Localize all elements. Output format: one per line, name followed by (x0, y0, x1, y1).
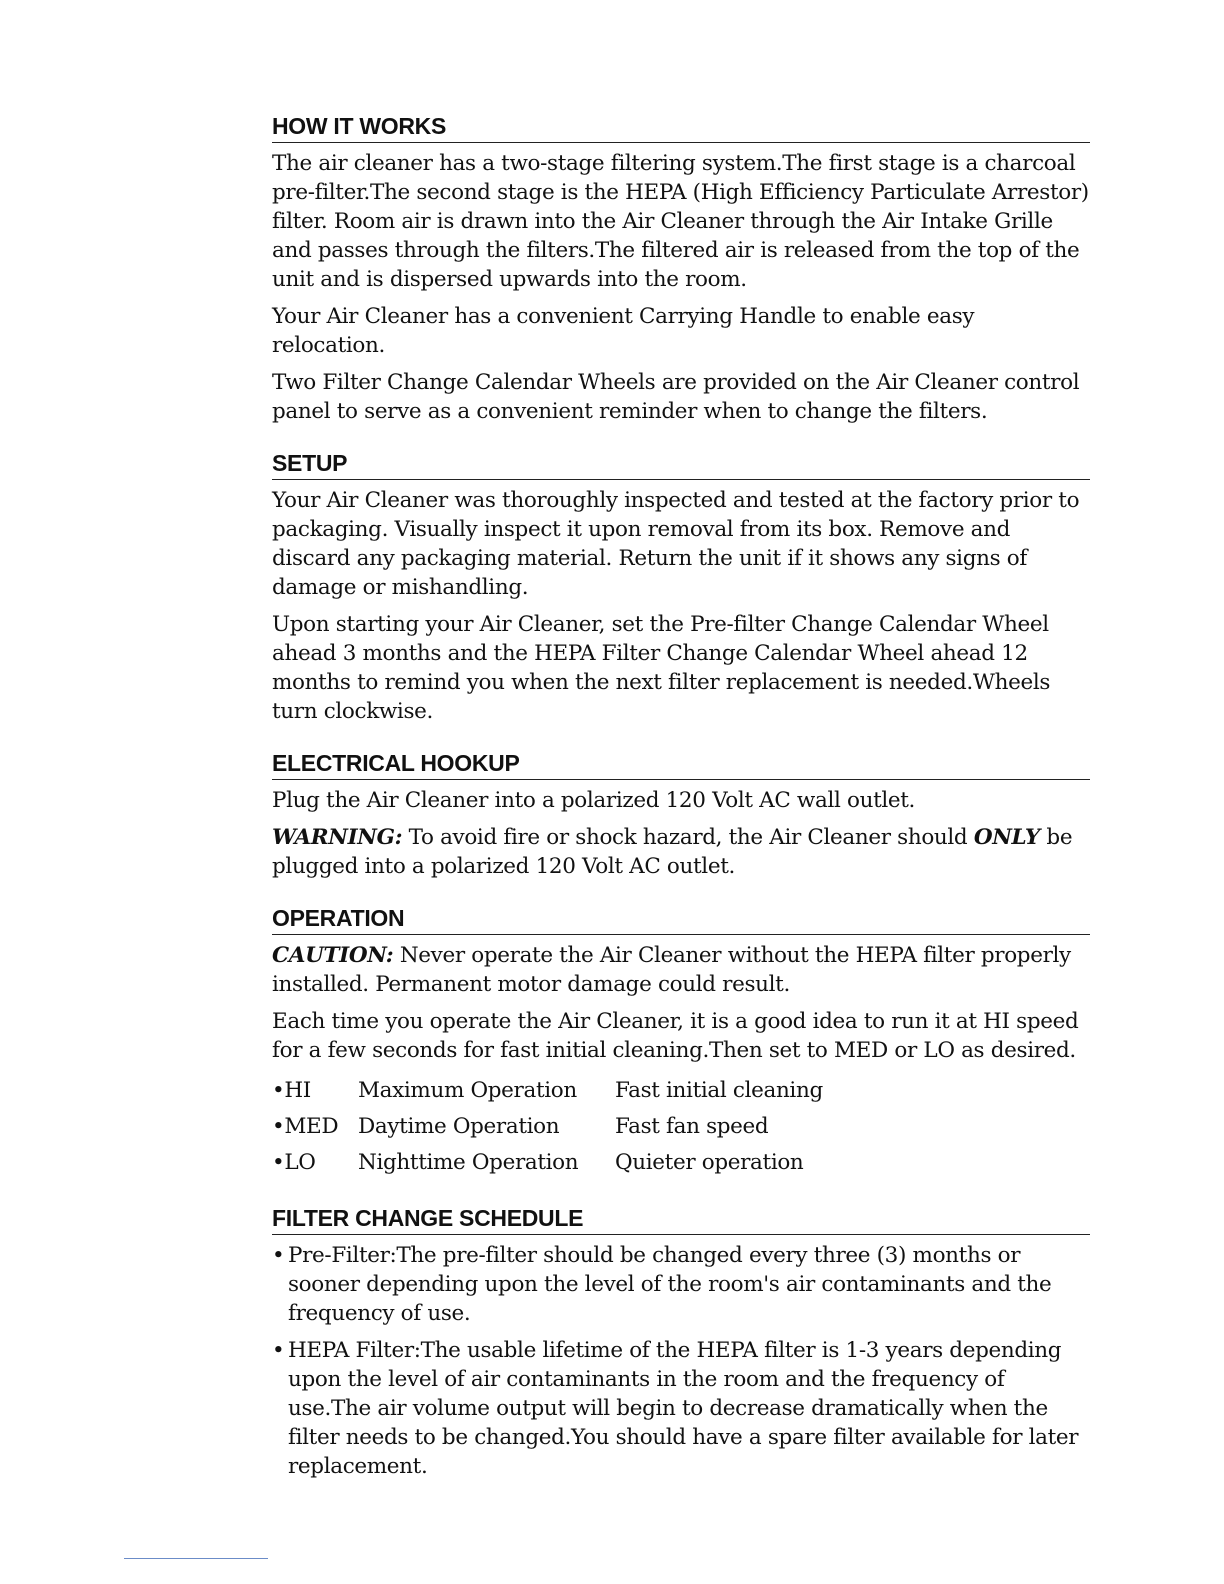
section-filter-change-schedule (272, 1204, 1090, 1481)
table-row (272, 1073, 823, 1109)
manual-page (272, 112, 1090, 1489)
bullet-dot: • (272, 1338, 285, 1363)
warning-emphasis: ONLY (973, 825, 1040, 850)
paragraph: The air cleaner has a two-stage filtering system.The first stage is a charcoal pre-filter.The second stage is the HEPA (High Efficiency Particulate Arrestor) filter. Room air is drawn into the Air Cleaner through the Air Intake Grille and passes through the filters.The filtered air is released from the top of the unit and is dispersed upwards into the room. (272, 151, 1089, 292)
speed-note: Quieter operation (615, 1150, 804, 1175)
caution-paragraph (272, 941, 1090, 999)
paragraph: Upon starting your Air Cleaner, set the Pre-filter Change Calendar Wheel ahead 3 months and the HEPA Filter Change Calendar Wheel ahead 12 months to remind you when the next filter replacement is needed.Wheels turn clockwise. (272, 612, 1051, 724)
section-heading: OPERATION (272, 904, 1090, 935)
paragraph: Each time you operate the Air Cleaner, it is a good idea to run it at HI speed for a few seconds for fast initial cleaning.Then set to MED or LO as desired. (272, 1009, 1079, 1063)
section-operation (272, 904, 1090, 1181)
section-setup (272, 449, 1090, 726)
section-heading: ELECTRICAL HOOKUP (272, 749, 1090, 780)
paragraph: Two Filter Change Calendar Wheels are provided on the Air Cleaner control panel to serve as a convenient reminder when to change the filters. (272, 370, 1080, 424)
speed-setting: •MED (272, 1114, 339, 1139)
section-how-it-works (272, 112, 1090, 426)
list-item (272, 1241, 1090, 1328)
speed-note: Fast fan speed (615, 1114, 769, 1139)
speed-setting: •LO (272, 1150, 316, 1175)
list-item (272, 1336, 1090, 1481)
caution-label: CAUTION: (272, 943, 394, 968)
speed-setting: •HI (272, 1078, 311, 1103)
warning-label: WARNING: (272, 825, 403, 850)
warning-text: be plugged into a polarized 120 Volt AC outlet. (272, 825, 1073, 879)
paragraph: Your Air Cleaner was thoroughly inspected and tested at the factory prior to packaging. Visually inspect it upon removal from its box. Remove and discard any packaging material. Return the unit if it shows any signs of damage or mishandling. (272, 488, 1080, 600)
speed-mode: Daytime Operation (358, 1114, 560, 1139)
bullet-dot: • (272, 1243, 285, 1268)
speed-note: Fast initial cleaning (615, 1078, 823, 1103)
speed-mode: Nighttime Operation (358, 1150, 579, 1175)
paragraph: Plug the Air Cleaner into a polarized 120 Volt AC wall outlet. (272, 788, 916, 813)
section-heading: HOW IT WORKS (272, 112, 1090, 143)
section-heading: FILTER CHANGE SCHEDULE (272, 1204, 1090, 1235)
table-row (272, 1109, 823, 1145)
paragraph: Your Air Cleaner has a convenient Carrying Handle to enable easy relocation. (272, 304, 975, 358)
list-item-text: HEPA Filter:The usable lifetime of the HEPA filter is 1-3 years depending upon the level of air contaminants in the room and the frequency of use.The air volume output will begin to decrease dramatically when the filter needs to be changed.You should have a spare filter available for later replacement. (288, 1338, 1079, 1479)
section-electrical-hookup (272, 749, 1090, 881)
warning-paragraph (272, 823, 1090, 881)
caution-text: Never operate the Air Cleaner without the HEPA filter properly installed. Permanent motor damage could result. (272, 943, 1071, 997)
warning-text: To avoid fire or shock hazard, the Air Cleaner should (402, 825, 974, 850)
list-item-text: Pre-Filter:The pre-filter should be changed every three (3) months or sooner depending upon the level of the room's air contaminants and the frequency of use. (288, 1243, 1052, 1326)
filter-schedule-list (272, 1241, 1090, 1481)
table-row (272, 1145, 823, 1181)
speed-mode: Maximum Operation (358, 1078, 577, 1103)
speed-settings-table (272, 1073, 823, 1181)
footer-rule (124, 1558, 268, 1559)
section-heading: SETUP (272, 449, 1090, 480)
